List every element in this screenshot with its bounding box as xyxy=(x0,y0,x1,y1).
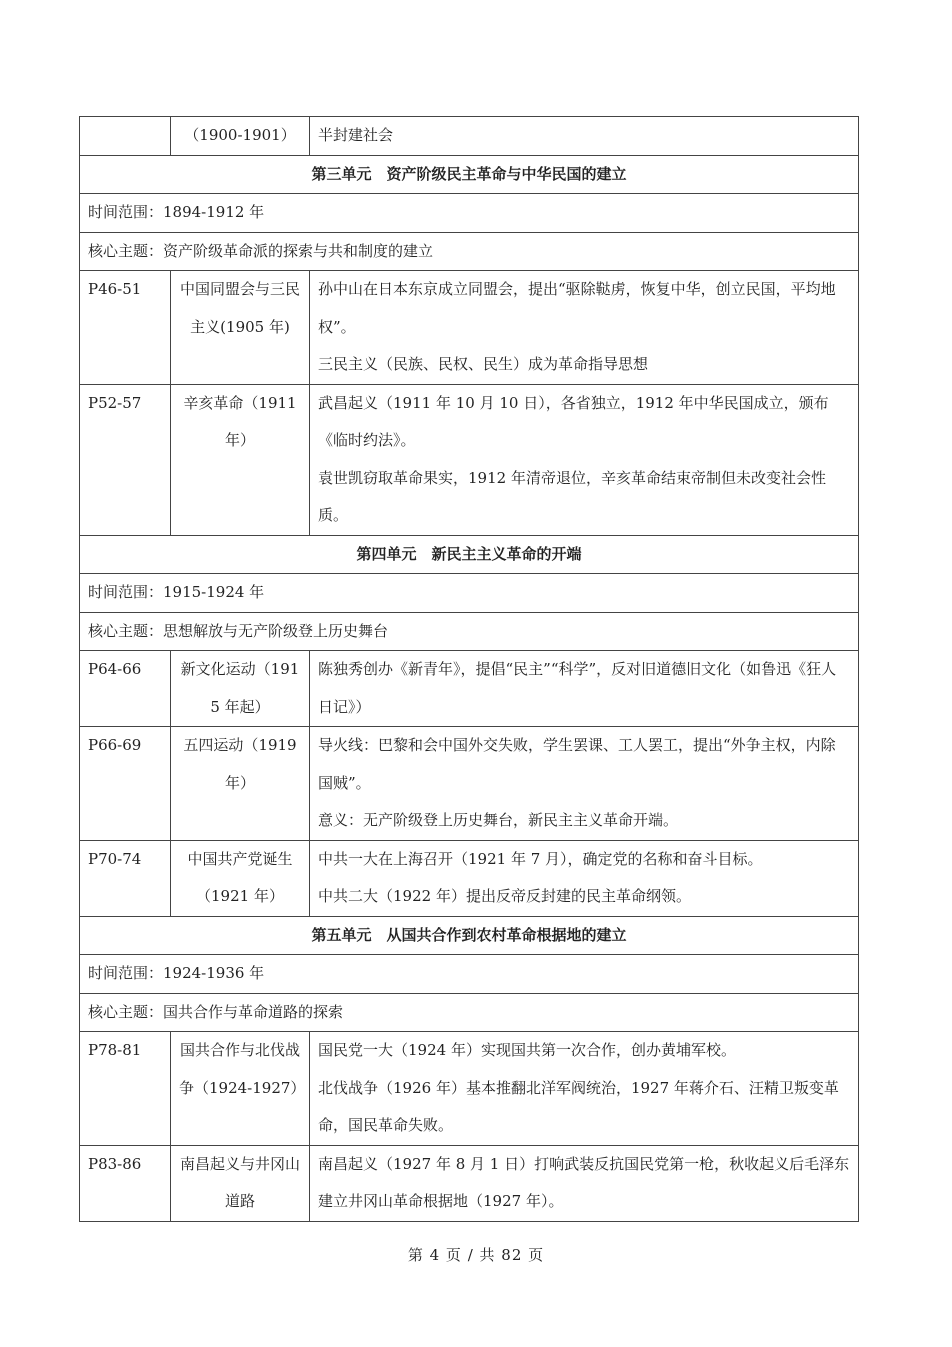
content-paragraph: 武昌起义（1911 年 10 月 10 日），各省独立，1912 年中华民国成立，颁布《临时约法》。 xyxy=(318,393,829,449)
page-cell: P46-51 xyxy=(80,271,171,385)
page-cell: P64-66 xyxy=(80,651,171,727)
table-row xyxy=(80,651,859,727)
content-paragraph: 南昌起义（1927 年 8 月 1 日）打响武装反抗国民党第一枪，秋收起义后毛泽东建立井冈山革命根据地（1927 年）。 xyxy=(318,1154,850,1210)
content-cell xyxy=(310,271,859,385)
core-theme-row xyxy=(80,612,859,651)
unit-title-row xyxy=(80,916,859,955)
content-paragraph: 中共二大（1922 年）提出反帝反封建的民主革命纲领。 xyxy=(318,887,691,905)
unit-title: 第五单元 从国共合作到农村革命根据地的建立 xyxy=(80,916,859,955)
page-cell: P66-69 xyxy=(80,727,171,841)
core-theme-row xyxy=(80,993,859,1032)
topic-cell: 新文化运动（1915 年起） xyxy=(171,651,310,727)
content-paragraph: 国民党一大（1924 年）实现国共第一次合作，创办黄埔军校。 xyxy=(318,1041,736,1059)
content-cell: 半封建社会 xyxy=(310,117,859,156)
history-table xyxy=(79,116,859,1222)
page-cell xyxy=(80,117,171,156)
content-paragraph: 三民主义（民族、民权、民生）成为革命指导思想 xyxy=(318,355,649,373)
table-row xyxy=(80,384,859,535)
content-paragraph: 意义：无产阶级登上历史舞台，新民主主义革命开端。 xyxy=(318,811,679,829)
topic-cell: 辛亥革命（1911年） xyxy=(171,384,310,535)
topic-cell: 南昌起义与井冈山道路 xyxy=(171,1145,310,1221)
content-cell xyxy=(310,384,859,535)
content-cell xyxy=(310,1145,859,1221)
content-paragraph: 导火线：巴黎和会中国外交失败，学生罢课、工人罢工，提出“外争主权，内除国贼”。 xyxy=(318,736,836,792)
page-cell: P83-86 xyxy=(80,1145,171,1221)
time-range-row xyxy=(80,955,859,994)
content-paragraph: 袁世凯窃取革命果实，1912 年清帝退位，辛亥革命结束帝制但未改变社会性质。 xyxy=(318,468,826,524)
content-cell xyxy=(310,651,859,727)
page-cell: P70-74 xyxy=(80,840,171,916)
content-cell xyxy=(310,727,859,841)
core-theme: 核心主题：国共合作与革命道路的探索 xyxy=(80,993,859,1032)
topic-cell: 中国同盟会与三民主义(1905 年) xyxy=(171,271,310,385)
unit-title: 第三单元 资产阶级民主革命与中华民国的建立 xyxy=(80,155,859,194)
table-row xyxy=(80,117,859,156)
time-range: 时间范围：1924-1936 年 xyxy=(80,955,859,994)
time-range: 时间范围：1915-1924 年 xyxy=(80,574,859,613)
topic-cell: （1900-1901） xyxy=(171,117,310,156)
time-range-row xyxy=(80,574,859,613)
content-cell xyxy=(310,840,859,916)
content-paragraph: 北伐战争（1926 年）基本推翻北洋军阀统治，1927 年蒋介石、汪精卫叛变革命，国民革命失败。 xyxy=(318,1078,839,1134)
page-cell: P52-57 xyxy=(80,384,171,535)
table-row xyxy=(80,840,859,916)
core-theme: 核心主题：思想解放与无产阶级登上历史舞台 xyxy=(80,612,859,651)
table-row xyxy=(80,727,859,841)
table-row xyxy=(80,271,859,385)
content-paragraph: 孙中山在日本东京成立同盟会，提出“驱除鞑虏，恢复中华，创立民国，平均地权”。 xyxy=(318,280,836,336)
topic-cell: 中国共产党诞生（1921 年） xyxy=(171,840,310,916)
time-range: 时间范围：1894-1912 年 xyxy=(80,194,859,233)
table-row xyxy=(80,1145,859,1221)
topic-cell: 国共合作与北伐战争（1924-1927） xyxy=(171,1032,310,1146)
page-footer: 第 4 页 / 共 82 页 xyxy=(407,1246,545,1264)
unit-title-row xyxy=(80,535,859,574)
core-theme: 核心主题：资产阶级革命派的探索与共和制度的建立 xyxy=(80,232,859,271)
core-theme-row xyxy=(80,232,859,271)
content-cell xyxy=(310,1032,859,1146)
unit-title-row xyxy=(80,155,859,194)
page-cell: P78-81 xyxy=(80,1032,171,1146)
topic-cell: 五四运动（1919年） xyxy=(171,727,310,841)
content-paragraph: 陈独秀创办《新青年》，提倡“民主”“科学”，反对旧道德旧文化（如鲁迅《狂人日记》） xyxy=(318,660,837,716)
unit-title: 第四单元 新民主主义革命的开端 xyxy=(80,535,859,574)
time-range-row xyxy=(80,194,859,233)
content-paragraph: 中共一大在上海召开（1921 年 7 月），确定党的名称和奋斗目标。 xyxy=(318,849,763,868)
table-row xyxy=(80,1032,859,1146)
